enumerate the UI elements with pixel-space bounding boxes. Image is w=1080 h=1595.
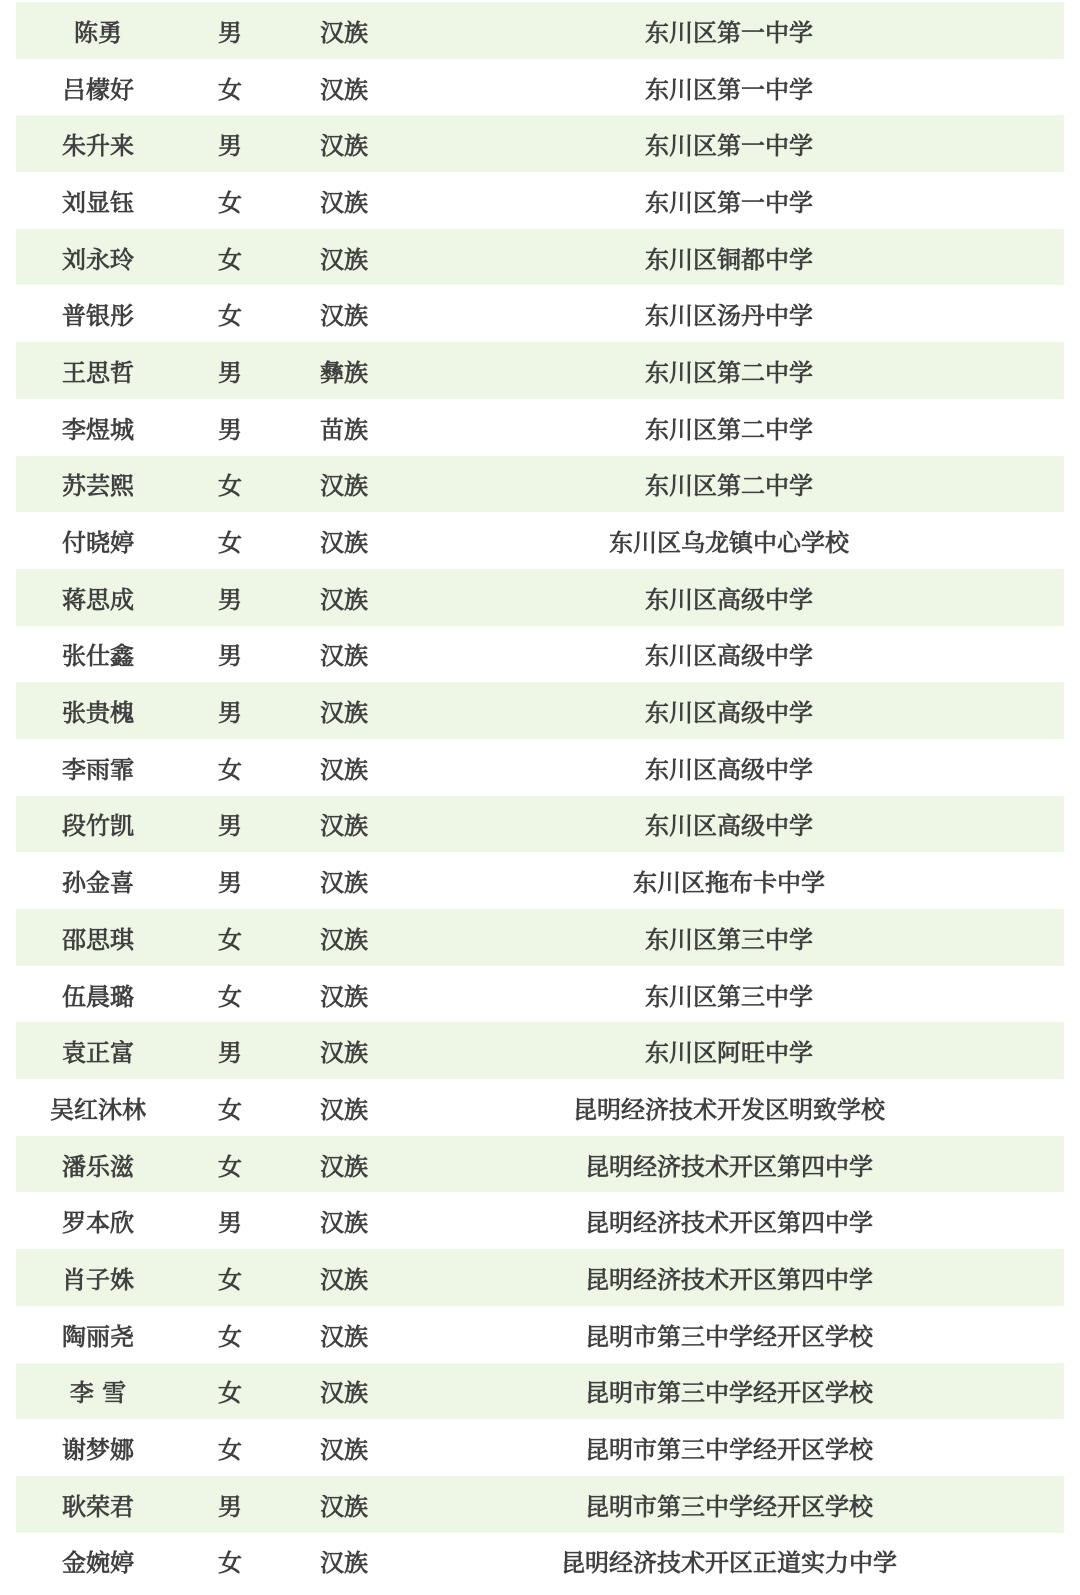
gender-cell: 女	[218, 1322, 242, 1351]
school-cell: 东川区第一中学	[645, 75, 813, 104]
student-table-container	[16, 2, 1064, 1589]
student-name-cell: 吴红沐林	[50, 1095, 146, 1124]
table-row	[16, 512, 1064, 569]
school-cell: 东川区第三中学	[645, 982, 813, 1011]
gender-cell: 女	[218, 1379, 242, 1408]
school-cell: 昆明市第三中学经开区学校	[585, 1322, 873, 1351]
table-row	[16, 1533, 1064, 1590]
student-name-cell: 李雨霏	[62, 755, 134, 784]
gender-cell: 女	[218, 925, 242, 954]
school-cell: 昆明经济技术开发区明致学校	[573, 1095, 885, 1124]
school-cell: 昆明市第三中学经开区学校	[585, 1436, 873, 1465]
student-name-cell: 罗本欣	[62, 1209, 134, 1238]
ethnicity-cell: 汉族	[320, 1209, 368, 1238]
table-row	[16, 852, 1064, 909]
gender-cell: 女	[218, 188, 242, 217]
ethnicity-cell: 汉族	[320, 188, 368, 217]
gender-cell: 女	[218, 245, 242, 274]
gender-cell: 男	[218, 812, 242, 841]
ethnicity-cell: 汉族	[320, 982, 368, 1011]
table-row	[16, 1079, 1064, 1136]
table-row	[16, 115, 1064, 172]
table-row	[16, 172, 1064, 229]
gender-cell: 女	[218, 302, 242, 331]
gender-cell: 男	[218, 1209, 242, 1238]
table-row	[16, 796, 1064, 853]
gender-cell: 女	[218, 529, 242, 558]
table-row	[16, 1022, 1064, 1079]
school-cell: 昆明经济技术开区第四中学	[585, 1209, 873, 1238]
school-cell: 东川区第二中学	[645, 472, 813, 501]
ethnicity-cell: 汉族	[320, 1379, 368, 1408]
student-name-cell: 肖子姝	[62, 1265, 134, 1294]
ethnicity-cell: 汉族	[320, 1436, 368, 1465]
ethnicity-cell: 汉族	[320, 1039, 368, 1068]
table-row	[16, 1192, 1064, 1249]
student-name-cell: 付晓婷	[62, 529, 134, 558]
school-cell: 昆明经济技术开区正道实力中学	[561, 1549, 897, 1578]
table-row	[16, 1476, 1064, 1533]
ethnicity-cell: 汉族	[320, 132, 368, 161]
ethnicity-cell: 汉族	[320, 1152, 368, 1181]
school-cell: 东川区第三中学	[645, 925, 813, 954]
ethnicity-cell: 汉族	[320, 925, 368, 954]
table-row	[16, 285, 1064, 342]
gender-cell: 男	[218, 132, 242, 161]
school-cell: 东川区高级中学	[645, 699, 813, 728]
table-row	[16, 626, 1064, 683]
school-cell: 东川区第一中学	[645, 18, 813, 47]
school-cell: 昆明经济技术开区第四中学	[585, 1152, 873, 1181]
student-name-cell: 李 雪	[69, 1379, 127, 1408]
gender-cell: 男	[218, 1039, 242, 1068]
table-row	[16, 1363, 1064, 1420]
gender-cell: 男	[218, 869, 242, 898]
table-row	[16, 909, 1064, 966]
table-row	[16, 569, 1064, 626]
table-row	[16, 1306, 1064, 1363]
student-name-cell: 苏芸熙	[62, 472, 134, 501]
ethnicity-cell: 汉族	[320, 869, 368, 898]
school-cell: 东川区铜都中学	[645, 245, 813, 274]
student-name-cell: 刘永玲	[62, 245, 134, 274]
table-body	[16, 2, 1064, 1589]
table-row	[16, 1136, 1064, 1193]
table-row	[16, 229, 1064, 286]
school-cell: 东川区第一中学	[645, 132, 813, 161]
ethnicity-cell: 汉族	[320, 1095, 368, 1124]
table-row	[16, 966, 1064, 1023]
school-cell: 东川区高级中学	[645, 812, 813, 841]
student-name-cell: 朱升来	[62, 132, 134, 161]
gender-cell: 男	[218, 415, 242, 444]
school-cell: 东川区汤丹中学	[645, 302, 813, 331]
ethnicity-cell: 汉族	[320, 472, 368, 501]
gender-cell: 女	[218, 1265, 242, 1294]
ethnicity-cell: 汉族	[320, 75, 368, 104]
student-name-cell: 段竹凯	[62, 812, 134, 841]
student-name-cell: 吕檬好	[62, 75, 134, 104]
school-cell: 东川区阿旺中学	[645, 1039, 813, 1068]
ethnicity-cell: 汉族	[320, 1322, 368, 1351]
table-row	[16, 1249, 1064, 1306]
school-cell: 昆明市第三中学经开区学校	[585, 1379, 873, 1408]
student-name-cell: 李煜城	[62, 415, 134, 444]
ethnicity-cell: 汉族	[320, 755, 368, 784]
student-table	[16, 2, 1064, 1589]
student-name-cell: 潘乐滋	[62, 1152, 134, 1181]
school-cell: 东川区第二中学	[645, 358, 813, 387]
school-cell: 东川区高级中学	[645, 585, 813, 614]
gender-cell: 男	[218, 1492, 242, 1521]
student-name-cell: 王思哲	[62, 358, 134, 387]
school-cell: 昆明市第三中学经开区学校	[585, 1492, 873, 1521]
ethnicity-cell: 汉族	[320, 18, 368, 47]
student-name-cell: 张贵槐	[62, 699, 134, 728]
student-name-cell: 谢梦娜	[62, 1436, 134, 1465]
student-name-cell: 孙金喜	[62, 869, 134, 898]
gender-cell: 女	[218, 1436, 242, 1465]
ethnicity-cell: 汉族	[320, 1265, 368, 1294]
table-row	[16, 59, 1064, 116]
student-name-cell: 邵思琪	[62, 925, 134, 954]
ethnicity-cell: 汉族	[320, 585, 368, 614]
gender-cell: 女	[218, 1095, 242, 1124]
ethnicity-cell: 汉族	[320, 1492, 368, 1521]
gender-cell: 女	[218, 982, 242, 1011]
table-row	[16, 342, 1064, 399]
student-name-cell: 蒋思成	[62, 585, 134, 614]
student-name-cell: 金婉婷	[62, 1549, 134, 1578]
ethnicity-cell: 汉族	[320, 1549, 368, 1578]
school-cell: 东川区乌龙镇中心学校	[609, 529, 849, 558]
student-name-cell: 张仕鑫	[62, 642, 134, 671]
ethnicity-cell: 汉族	[320, 302, 368, 331]
student-name-cell: 陈勇	[74, 18, 122, 47]
student-name-cell: 陶丽尧	[62, 1322, 134, 1351]
student-name-cell: 袁正富	[62, 1039, 134, 1068]
gender-cell: 男	[218, 358, 242, 387]
ethnicity-cell: 汉族	[320, 699, 368, 728]
gender-cell: 女	[218, 472, 242, 501]
ethnicity-cell: 汉族	[320, 245, 368, 274]
ethnicity-cell: 汉族	[320, 529, 368, 558]
table-row	[16, 739, 1064, 796]
table-row	[16, 2, 1064, 59]
table-row	[16, 399, 1064, 456]
school-cell: 东川区高级中学	[645, 755, 813, 784]
gender-cell: 女	[218, 1152, 242, 1181]
school-cell: 东川区第二中学	[645, 415, 813, 444]
gender-cell: 女	[218, 755, 242, 784]
ethnicity-cell: 彝族	[320, 358, 368, 387]
gender-cell: 女	[218, 75, 242, 104]
school-cell: 东川区第一中学	[645, 188, 813, 217]
school-cell: 昆明经济技术开区第四中学	[585, 1265, 873, 1294]
school-cell: 东川区高级中学	[645, 642, 813, 671]
ethnicity-cell: 汉族	[320, 812, 368, 841]
student-name-cell: 伍晨璐	[62, 982, 134, 1011]
student-name-cell: 刘显钰	[62, 188, 134, 217]
table-row	[16, 456, 1064, 513]
gender-cell: 女	[218, 1549, 242, 1578]
table-row	[16, 1419, 1064, 1476]
ethnicity-cell: 苗族	[320, 415, 368, 444]
student-name-cell: 普银彤	[62, 302, 134, 331]
student-name-cell: 耿荣君	[62, 1492, 134, 1521]
ethnicity-cell: 汉族	[320, 642, 368, 671]
gender-cell: 男	[218, 585, 242, 614]
school-cell: 东川区拖布卡中学	[633, 869, 825, 898]
gender-cell: 男	[218, 18, 242, 47]
gender-cell: 男	[218, 699, 242, 728]
table-row	[16, 682, 1064, 739]
gender-cell: 男	[218, 642, 242, 671]
